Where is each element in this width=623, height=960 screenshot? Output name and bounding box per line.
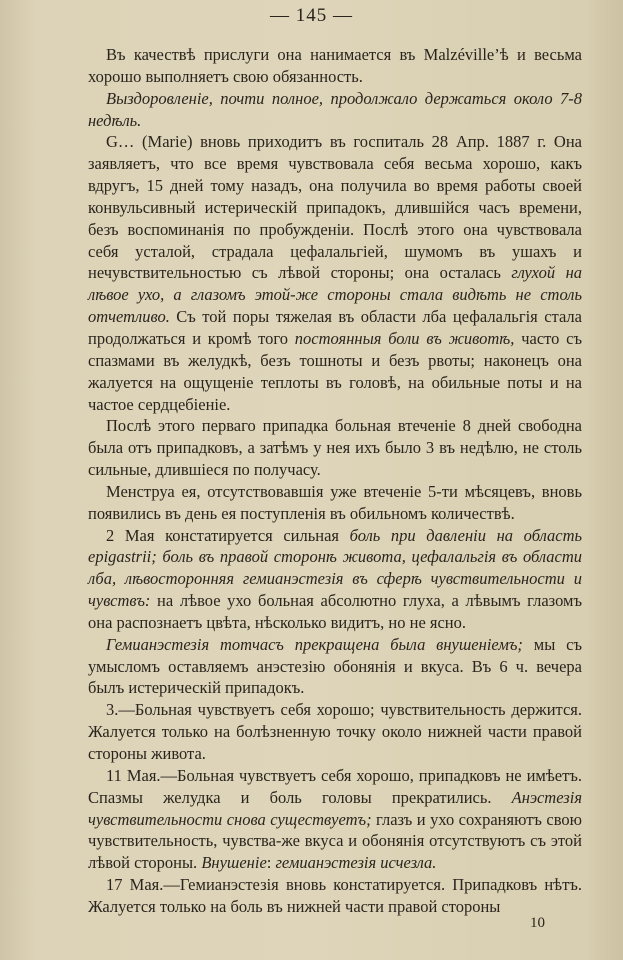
text-run: 2 Мая констатируется сильная xyxy=(106,525,350,545)
italic-run: глухой на лѣвое ухо, а глазомъ этой-же стороны стала видѣть не столь отчетливо. xyxy=(88,263,583,327)
paragraph xyxy=(88,874,582,918)
text-run: Менструа ея, отсутствовавшія уже втеченіе 5-ти мѣсяцевъ, вновь появились въ день ея поступленія въ обильномъ количествѣ. xyxy=(88,481,582,523)
text-run: Съ той поры тяжелая въ области лба цефалальгія стала продолжаться и кромѣ того xyxy=(88,307,582,348)
text-run: Послѣ этого перваго припадка больная втеченіе 8 дней свободна была отъ припадковъ, а затѣмъ у нея ихъ было 3 въ недѣлю, не столь сильные, длившіеся по получасу. xyxy=(88,416,582,480)
body-text xyxy=(88,44,582,918)
text-run: : xyxy=(266,853,276,873)
italic-run: Внушеніе xyxy=(201,853,267,873)
italic-run: Выздоровленіе, почти полное, продолжало держаться около 7-8 недѣль. xyxy=(88,88,582,130)
italic-run: постоянныя боли въ животѣ, xyxy=(294,328,515,348)
text-run: 11 Мая.—Больная чувствуетъ себя хорошо, припадковъ не имѣетъ. Спазмы желудка и боль головы прекратились. xyxy=(88,765,582,807)
text-run: 3.—Больная чувствуетъ себя хорошо; чувствительность держится. Жалуется только на болѣзненную точку около нижней части правой стороны живота. xyxy=(88,700,582,763)
paragraph xyxy=(88,415,582,481)
text-run: 17 Мая.—Гемианэстезія вновь констатируется. Припадковъ нѣтъ. Жалуется только на боль въ нижней части правой стороны xyxy=(88,875,582,916)
italic-run: гемианэстезія исчезла. xyxy=(275,853,437,873)
paragraph xyxy=(88,131,582,415)
signature-mark: 10 xyxy=(530,915,545,931)
text-run: глазъ и ухо сохраняютъ свою чувствительность, чувства-же вкуса и обонянія отсутствуютъ съ этой лѣвой стороны. xyxy=(88,809,582,873)
paragraph xyxy=(88,699,582,765)
text-run: мы съ умысломъ оставляемъ анэстезію обонянія и вкуса. Въ 6 ч. вечера былъ истерическій припадокъ. xyxy=(88,634,582,698)
text-run: часто съ спазмами въ желудкѣ, безъ тошноты и безъ рвоты; наконецъ она жалуется на ощущеніе теплоты въ головѣ, на обильные поты и на частое сердцебіеніе. xyxy=(88,328,582,414)
italic-run: Анэстезія чувствительности снова существуетъ; xyxy=(88,787,582,829)
paragraph xyxy=(88,88,582,132)
paragraph xyxy=(88,481,582,525)
text-run: G… (Marie) вновь приходитъ въ госпиталь 28 Апр. 1887 г. Она заявляетъ, что все время чувствовала себя весьма хорошо, какъ вдругъ, 15 дней тому назадъ, она получила во время работы своей конвульсивный истерическій припадокъ, длившійся часъ времени, безъ воспоминанія по пробужденіи. Послѣ этого она чувствовала себя усталой, страдала цефалальгіей, шумомъ въ ушахъ и нечувствительностью съ лѣвой стороны; она осталась xyxy=(88,132,582,283)
paragraph xyxy=(88,525,582,634)
paragraph xyxy=(88,765,582,874)
paragraph xyxy=(88,634,582,700)
italic-run: Гемианэстезія тотчасъ прекращена была внушеніемъ; xyxy=(106,634,523,654)
paragraph xyxy=(88,44,582,88)
text-run: на лѣвое ухо больная абсолютно глуха, а лѣвымъ глазомъ она распознаетъ цвѣта, нѣсколько видитъ, но не ясно. xyxy=(88,591,582,632)
text-run: Въ качествѣ прислуги она нанимается въ Malzéville’ѣ и весьма хорошо выполняетъ свою обязанность. xyxy=(88,45,582,86)
page-number: — 145 — xyxy=(270,5,353,26)
italic-run: боль при давленіи на область epigastrii; боль въ правой сторонѣ живота, цефалальгія въ области лба, лѣвосторонняя гемианэстезія въ сферѣ чувствительности и чувствъ: xyxy=(88,525,582,611)
